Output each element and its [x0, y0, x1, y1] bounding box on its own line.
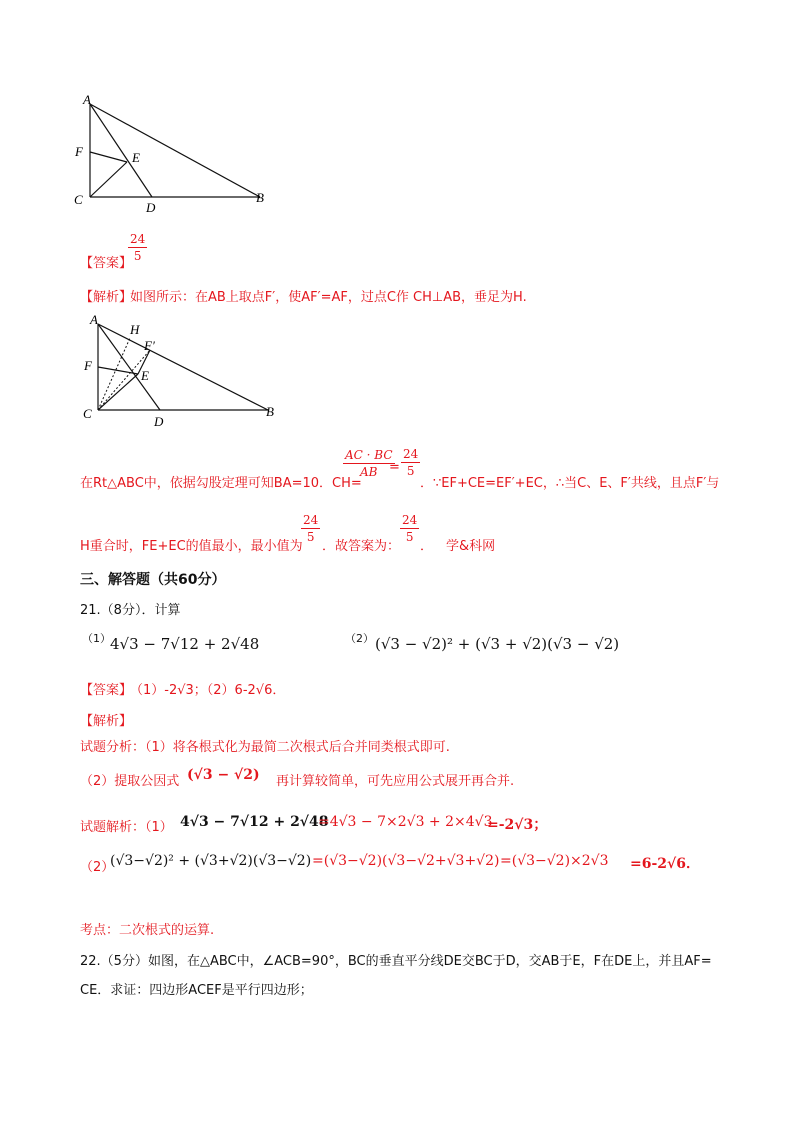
- q21-solution-line2-step1: =(√3−√2)(√3−√2+√3+√2): [312, 853, 500, 869]
- watermark-text: 学&科网: [446, 539, 496, 554]
- triangle-figure-1: [70, 92, 280, 214]
- analysis-line-b-pre: H重合时，FE+EC的值最小，最小值为: [80, 539, 303, 554]
- q21-solution-line2-step2: =(√3−√2)×2√3: [500, 853, 609, 869]
- q21-analysis-line2-post: 再计算较简单，可先应用公式展开再合并.: [276, 774, 515, 789]
- label-A: A: [90, 312, 98, 327]
- fraction-denominator: 5: [133, 249, 142, 263]
- analysis-line-a-pre: 在Rt△ABC中，依据勾股定理可知BA=10．CH=: [80, 476, 362, 491]
- label-E: E: [132, 150, 140, 165]
- question-22-line2: CE．求证：四边形ACEF是平行四边形；: [80, 983, 313, 998]
- q21-solution-line1-expression: 4√3 − 7√12 + 2√48: [180, 814, 329, 830]
- fraction-denominator: AB: [360, 465, 378, 479]
- answer-fraction-1: [128, 232, 147, 263]
- fraction-numerator: 24: [303, 513, 319, 527]
- q21-solution-line1-result: =-2√3；: [487, 817, 548, 833]
- fraction-min-value: [301, 513, 320, 544]
- label-F: F: [84, 358, 92, 373]
- q21-solution-line2-label: （2）: [80, 860, 115, 875]
- label-C: C: [83, 406, 92, 421]
- q21-answer-tag: 【答案】: [80, 683, 133, 698]
- triangle-figure-2: [78, 312, 288, 434]
- label-D: D: [154, 414, 164, 429]
- section-title: 三、解答题（共60分）: [80, 572, 226, 588]
- q21-kaodian: 考点：二次根式的运算.: [80, 923, 215, 938]
- analysis-line-b-post: ．: [420, 539, 434, 554]
- fraction-denominator: 5: [405, 530, 414, 544]
- fraction-24-over-5: [401, 447, 420, 478]
- q21-analysis-line2-expression: (√3 − √2): [187, 767, 260, 783]
- fraction-ac-bc-over-ab: [343, 448, 395, 479]
- q21-solution-line1-step: =4√3 − 7×2√3 + 2×4√3: [318, 814, 493, 830]
- fraction-denominator: 5: [306, 530, 315, 544]
- q21-analysis-line1: 试题分析：（1）将各根式化为最简二次根式后合并同类根式即可.: [80, 740, 450, 755]
- fraction-final-answer: [400, 513, 419, 544]
- question-22-line1: 22.（5分）如图，在△ABC中，∠ACB=90°，BC的垂直平分线DE交BC于D，交AB于E，F在DE上，并且AF=: [80, 954, 712, 969]
- fraction-numerator: 24: [402, 513, 418, 527]
- label-B: B: [266, 404, 274, 419]
- label-H: H: [130, 322, 140, 337]
- label-A: A: [83, 92, 91, 107]
- fraction-numerator: AC · BC: [345, 448, 393, 462]
- q21-part1-label: （1）: [82, 632, 111, 645]
- label-F-prime: F′: [144, 338, 155, 353]
- label-D: D: [146, 200, 156, 214]
- q21-analysis-line2-pre: （2）提取公因式: [80, 774, 180, 789]
- analysis-tag-1: 【解析】: [80, 290, 133, 305]
- q21-part1-expression: 4√3 − 7√12 + 2√48: [110, 635, 260, 653]
- q21-answer-text: （1）-2√3；（2）6-2√6．: [130, 683, 286, 698]
- q21-part2-label: （2）: [345, 632, 374, 645]
- q21-solution-line2-expression: (√3−√2)² + (√3+√2)(√3−√2): [110, 853, 312, 869]
- q21-solution-tag: 试题解析：（1）: [80, 820, 173, 835]
- label-F: F: [75, 144, 83, 159]
- answer-tag-1: 【答案】: [80, 256, 133, 271]
- fraction-numerator: 24: [403, 447, 419, 461]
- analysis-text-1: 如图所示：在AB上取点F′，使AF′=AF，过点C作 CH⊥AB，垂足为H.: [130, 290, 527, 305]
- q21-analysis-tag: 【解析】: [80, 714, 133, 729]
- q21-solution-line2-result: =6-2√6．: [630, 856, 700, 872]
- q21-part2-expression: (√3 − √2)² + (√3 + √2)(√3 − √2): [375, 635, 620, 653]
- label-C: C: [74, 192, 83, 207]
- fraction-numerator: 24: [130, 232, 146, 246]
- question-21-stem: 21.（8分）．计算: [80, 603, 181, 618]
- equals-sign: =: [389, 460, 400, 475]
- label-B: B: [256, 190, 264, 205]
- analysis-line-a-post: ．∵EF+CE=EF′+EC，∴当C、E、F′共线，且点F′与: [420, 476, 720, 491]
- fraction-denominator: 5: [406, 464, 415, 478]
- label-E: E: [141, 368, 149, 383]
- analysis-line-b-mid: ．故答案为：: [322, 539, 401, 554]
